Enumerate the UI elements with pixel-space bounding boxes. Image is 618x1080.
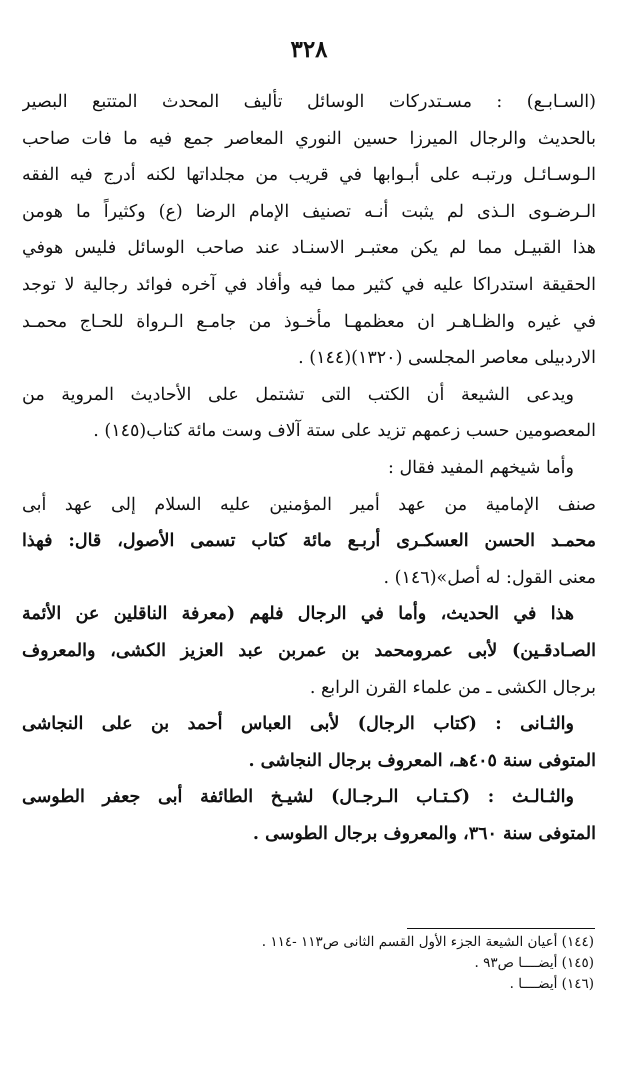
text-line: صنف الإمامية من عهد أمير المؤمنين عليه السلام إلى عهد أبى [22,494,596,515]
text-line: الـوسـائـل ورتبـه على أبـوابها في قريب من مجلداتها لكنه أدرج فيه الفقه [22,165,596,186]
text-line: والثـالـث : (كـتـاب الـرجـال) لشيـخ الطائفة أبى جعفر الطوسى [22,787,574,808]
text-line: المتوفى سنة ٤٠٥هـ، المعروف برجال النجاشى . [248,750,596,771]
footnote-separator [407,928,595,929]
text-line: برجال الكشى ـ من علماء القرن الرابع . [309,677,596,698]
paragraph-shia-books [22,377,596,450]
paragraph-mufid-quote [22,487,596,597]
text-line: محمـد الحسن العسكـرى أربـع مائة كتاب تسمى الأصول، قال: فهذا [22,531,596,552]
text-line: ويدعى الشيعة أن الكتب التى تشتمل على الأحاديث المروية من [22,384,574,405]
paragraph-mufid-intro [22,450,596,487]
text-line: في غيره والظـاهـر ان معظمهـا مأخـوذ من جامـع الـرواة للحـاج محمـد [22,311,596,332]
footnote-144: (١٤٤) أعيان الشيعة الجزء الأول القسم الثانى ص١١٣ -١١٤ . [261,934,594,950]
text-line: الاردبيلى معاصر المجلسى (١٣٢٠)(١٤٤) . [298,348,596,369]
text-line: هذا في الحديث، وأما في الرجال فلهم (معرفة الناقلين عن الأئمة [22,604,574,625]
text-line: هذا القبيـل مما لم يكن معتبـر الاسنـاد عند صاحب الوسائل فليس هوفي [22,238,596,259]
text-line: بالحديث والرجال الميرزا حسين النوري المعاصر جمع فيه ما فات صاحب [22,128,596,149]
text-line: (السـابـع) : مسـتدركات الوسائل تأليف المحدث المتتبع البصير [22,92,596,112]
paragraph-seventh-source [22,84,596,377]
footnotes [22,932,594,995]
paragraph-rijal-tusi [22,779,596,852]
paragraph-rijal-kashi [22,596,596,706]
footnote-146: (١٤٦) أيضــــا . [509,976,594,992]
text-line: الـرضـوى الـذى لم يثبت أنـه تصنيف الإمام الرضا (ع) وكثيراً ما هومن [22,201,596,222]
text-line: الحقيقة استدراكا عليه في كثير مما فيه وأفاد في آخره فوائد رجالية لا توجد [22,274,596,295]
main-text [22,84,596,852]
text-line: معنى القول: له أصل»(١٤٦) . [383,567,596,588]
text-line: وأما شيخهم المفيد فقال : [387,457,574,478]
paragraph-rijal-najashi [22,706,596,779]
text-line: والثـانى : (كتاب الرجال) لأبى العباس أحمد بن على النجاشى [22,714,574,735]
text-line: الصـادقـين) لأبى عمرومحمد بن عمربن عبد العزيز الكشى، والمعروف [22,640,596,661]
page-number: ٣٢٨ [290,36,328,63]
footnote-145: (١٤٥) أيضــــا ص٩٣ . [474,955,594,971]
text-line: المعصومين حسب زعمهم تزيد على ستة آلاف وست مائة كتاب(١٤٥) . [93,421,596,442]
text-line: المتوفى سنة ٣٦٠، والمعروف برجال الطوسى . [252,823,596,844]
